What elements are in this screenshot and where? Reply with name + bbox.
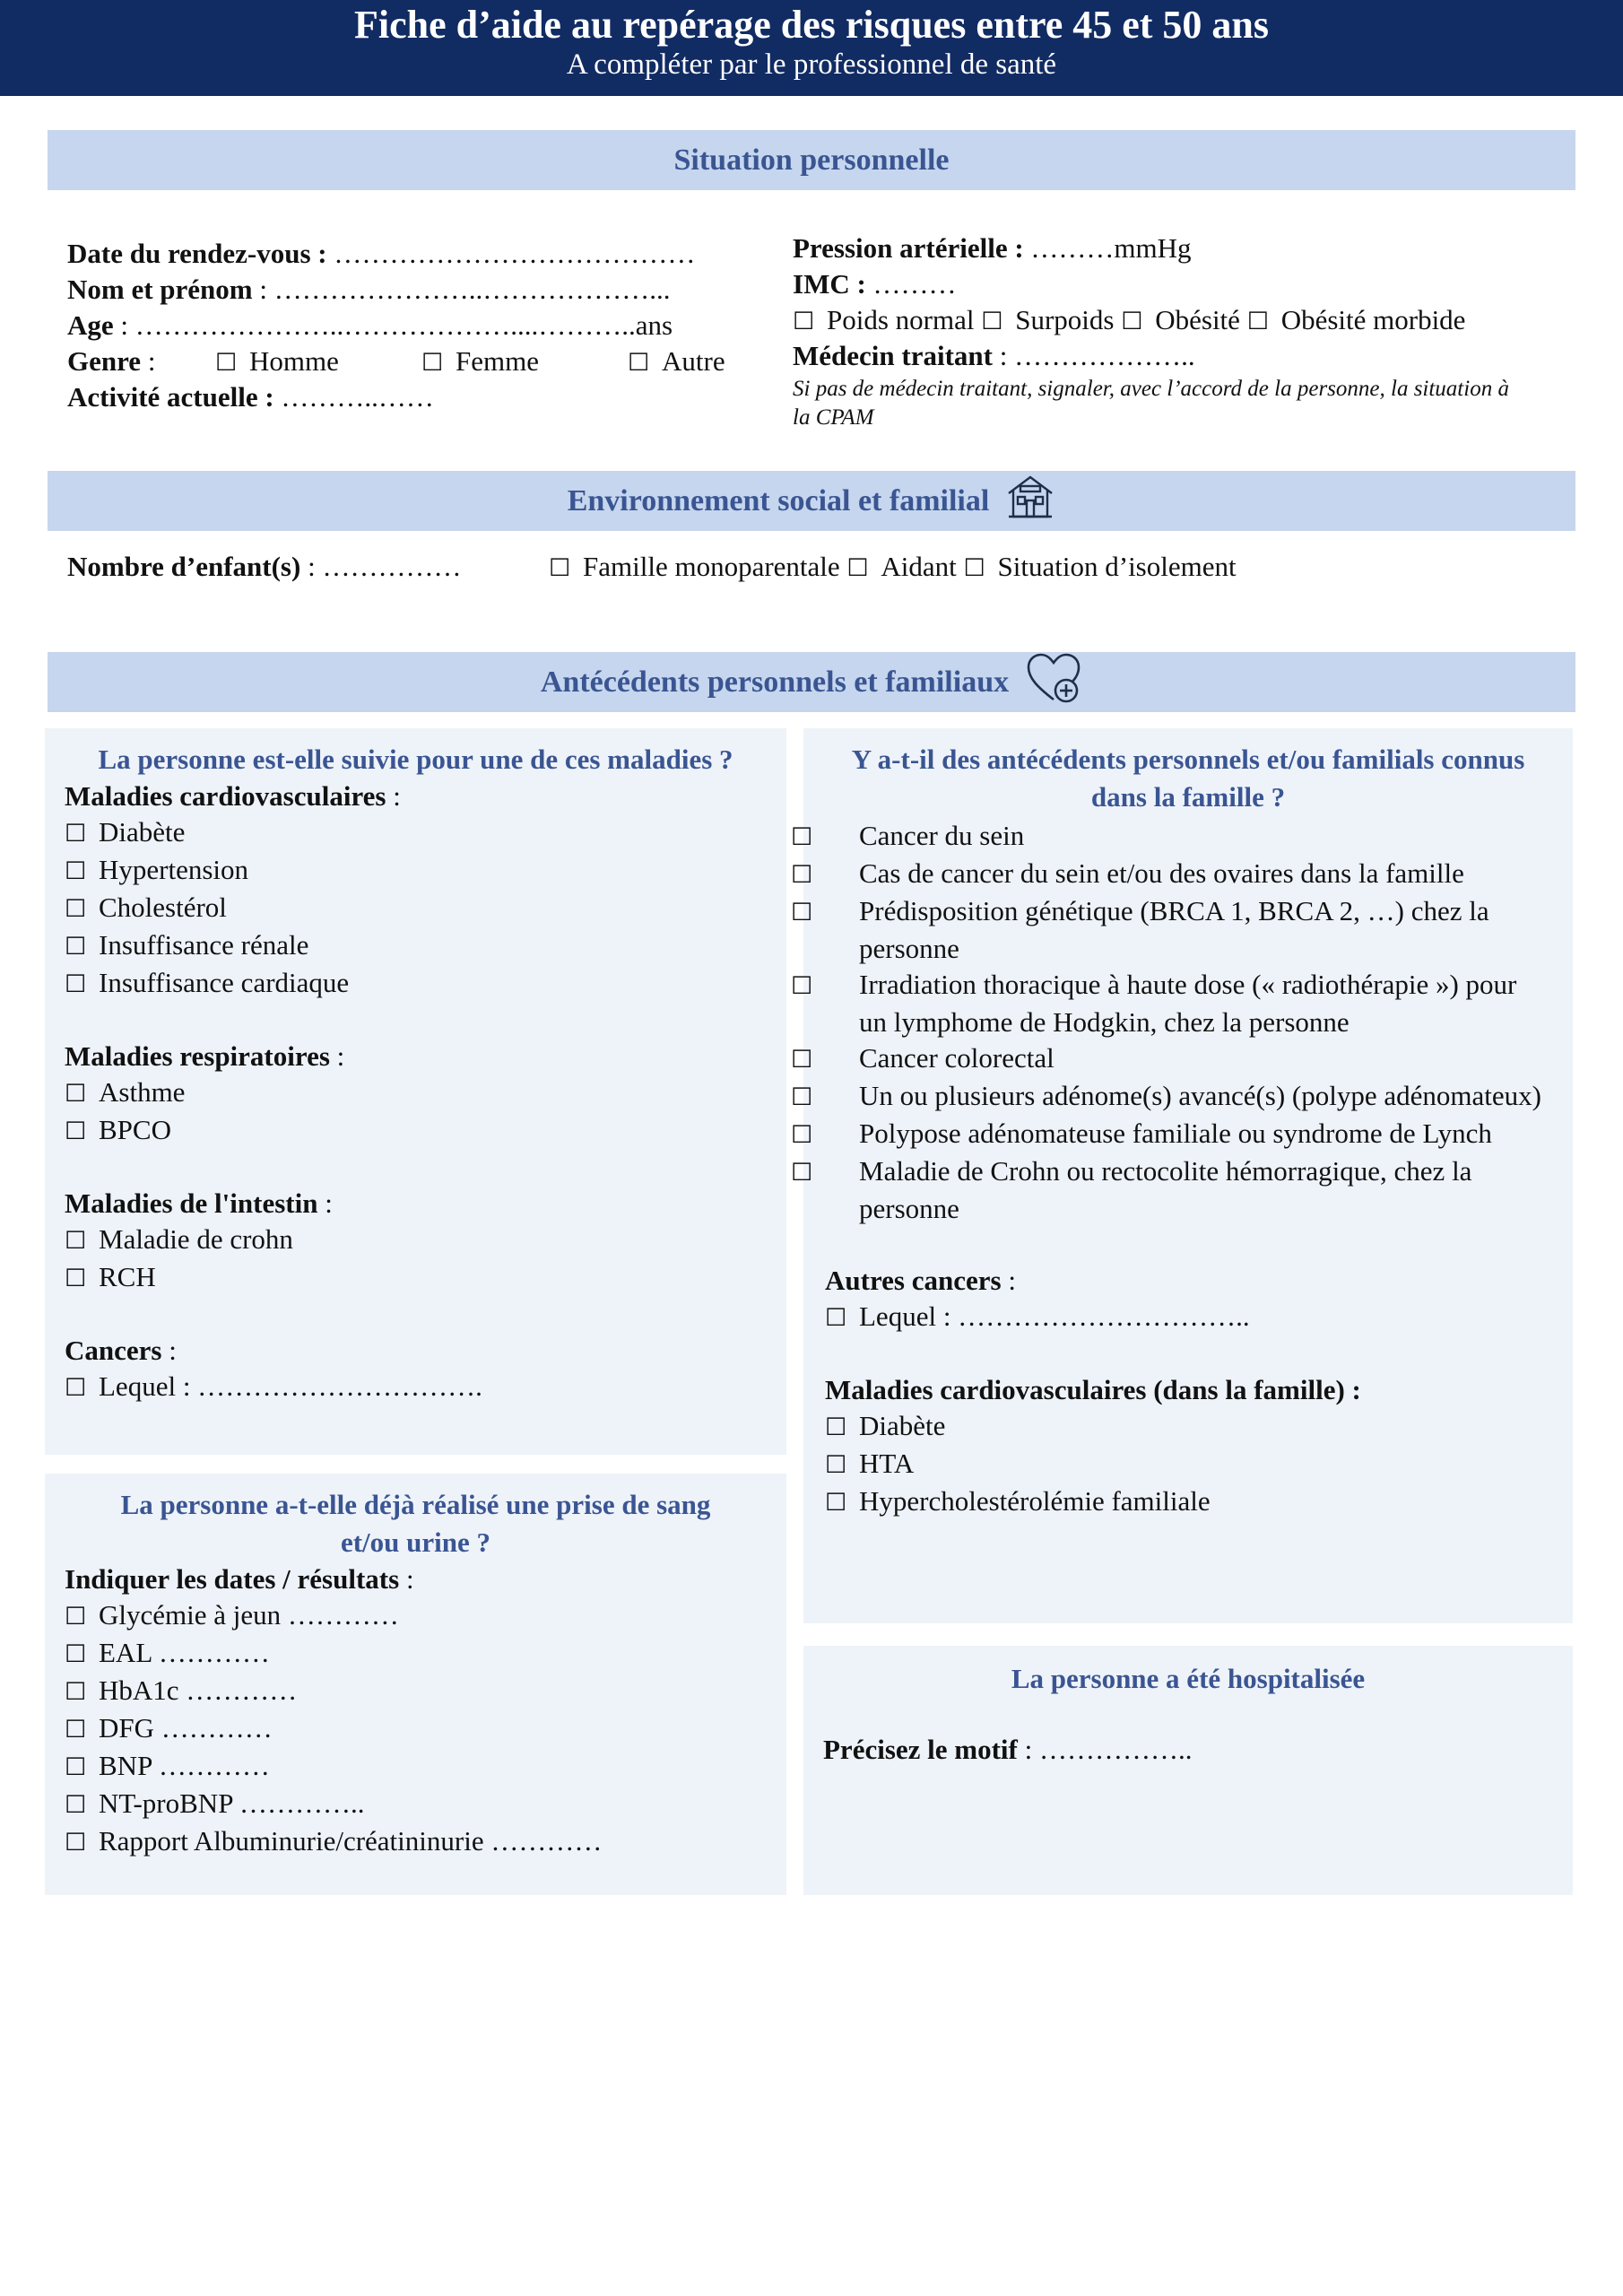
- imc-option-surpoids[interactable]: ☐ Surpoids: [981, 304, 1114, 335]
- list-item[interactable]: ☐ Lequel : …………………………..: [825, 1299, 1551, 1336]
- list-item[interactable]: ☐ Rapport Albuminurie/créatininurie …………: [65, 1823, 767, 1861]
- social-options: [549, 549, 1237, 587]
- field-label: Nom et prénom: [67, 274, 253, 305]
- panel-title: La personne est-elle suivie pour une de ces maladies ?: [98, 744, 733, 775]
- imc-option-obesite-morbide[interactable]: ☐ Obésité morbide: [1247, 304, 1466, 335]
- doctor-field[interactable]: [793, 338, 1195, 374]
- checkbox-icon[interactable]: ☐: [825, 1304, 847, 1332]
- checkbox-icon[interactable]: ☐: [791, 1046, 813, 1074]
- list-item[interactable]: ☐ Un ou plusieurs adénome(s) avancé(s) (polype adénomateux): [825, 1078, 1551, 1116]
- page-subtitle: A compléter par le professionnel de santé: [566, 48, 1057, 81]
- field-label: Genre: [67, 345, 142, 377]
- field-fill: : ………………..: [992, 340, 1195, 371]
- checkbox-icon[interactable]: ☐: [1121, 308, 1143, 335]
- house-icon: [1005, 472, 1055, 530]
- option-famille-monoparentale[interactable]: ☐ Famille monoparentale: [549, 551, 840, 582]
- list-item[interactable]: ☐ Polypose adénomateuse familiale ou syndrome de Lynch: [825, 1116, 1551, 1153]
- field-label: Age: [67, 309, 114, 341]
- list-item[interactable]: ☐ Maladie de Crohn ou rectocolite hémorragique, chez la personne: [791, 1155, 1472, 1224]
- checkbox-icon[interactable]: ☐: [65, 1753, 87, 1781]
- section-situation-personnelle: [48, 130, 1575, 190]
- heart-plus-icon: [1025, 651, 1082, 713]
- age-field[interactable]: [67, 308, 673, 344]
- field-colon: :: [141, 345, 156, 377]
- checkbox-icon[interactable]: ☐: [825, 1451, 847, 1479]
- section-title: Antécédents personnels et familiaux: [540, 665, 1010, 699]
- panel-title: La personne a-t-elle déjà réalisé une prise de sang et/ou urine ?: [120, 1489, 711, 1558]
- list-item[interactable]: ☐ BPCO: [65, 1112, 767, 1150]
- checkbox-icon[interactable]: ☐: [65, 820, 87, 848]
- name-field[interactable]: [67, 272, 671, 308]
- field-label: Médecin traitant: [793, 340, 993, 371]
- list-item[interactable]: ☐ HTA: [825, 1446, 1551, 1483]
- date-rdv-field[interactable]: [67, 236, 695, 272]
- checkbox-icon[interactable]: ☐: [65, 933, 87, 961]
- list-item[interactable]: ☐ Glycémie à jeun …………: [65, 1597, 767, 1635]
- list-item[interactable]: ☐ Cas de cancer du sein et/ou des ovaires dans la famille: [825, 856, 1551, 893]
- section-title: Situation personnelle: [673, 143, 950, 177]
- checkbox-icon[interactable]: ☐: [791, 823, 813, 851]
- list-item[interactable]: ☐ Diabète: [825, 1408, 1551, 1446]
- followed-list: [65, 778, 767, 1406]
- list-item[interactable]: ☐ Cancer colorectal: [825, 1040, 1551, 1078]
- panel-title: Y a-t-il des antécédents personnels et/ou familials connus dans la famille ?: [851, 744, 1525, 813]
- section-title: Environnement social et familial: [567, 483, 990, 517]
- group-label: Maladies cardiovasculaires :: [65, 780, 401, 812]
- checkbox-icon[interactable]: ☐: [65, 1227, 87, 1255]
- imc-options: [793, 302, 1465, 340]
- checkbox-icon[interactable]: ☐: [65, 857, 87, 885]
- list-item[interactable]: ☐ Diabète: [65, 814, 767, 852]
- list-item[interactable]: ☐ NT-proBNP …………..: [65, 1786, 767, 1823]
- checkbox-icon[interactable]: ☐: [65, 1603, 87, 1631]
- list-item[interactable]: ☐ Hypercholestérolémie familiale: [825, 1483, 1551, 1521]
- checkbox-icon[interactable]: ☐: [65, 895, 87, 923]
- imc-field[interactable]: [793, 266, 957, 302]
- checkbox-icon[interactable]: ☐: [1246, 308, 1269, 335]
- genre-option-autre[interactable]: ☐ Autre: [628, 344, 725, 381]
- children-field[interactable]: [67, 549, 461, 585]
- checkbox-icon[interactable]: ☐: [65, 1640, 87, 1668]
- field-fill: : ……………..: [1017, 1734, 1193, 1765]
- checkbox-icon[interactable]: ☐: [791, 861, 813, 889]
- panel-maladies-suivies: [45, 728, 786, 1455]
- checkbox-icon[interactable]: ☐: [791, 1159, 813, 1187]
- list-item[interactable]: ☐ Maladie de crohn: [65, 1222, 767, 1259]
- option-isolement[interactable]: ☐ Situation d’isolement: [964, 551, 1237, 582]
- checkbox-icon[interactable]: ☐: [549, 554, 571, 582]
- list-item[interactable]: ☐ DFG …………: [65, 1710, 767, 1748]
- group-label: Maladies respiratoires :: [65, 1040, 345, 1072]
- checkbox-icon[interactable]: ☐: [791, 1083, 813, 1111]
- checkbox-icon[interactable]: ☐: [825, 1489, 847, 1517]
- field-label: Précisez le motif: [823, 1734, 1018, 1765]
- panel-hospitalisation: [803, 1646, 1573, 1895]
- panel-title: La personne a été hospitalisée: [1011, 1663, 1366, 1694]
- list-item[interactable]: ☐ Irradiation thoracique à haute dose (« radiothérapie ») pour un lymphome de Hodgkin, chez la personne: [791, 969, 1517, 1038]
- checkbox-icon[interactable]: ☐: [628, 349, 650, 377]
- field-fill: : …………………..………………....………..ans: [113, 309, 673, 341]
- blood-list: [65, 1561, 767, 1861]
- field-fill: ………mmHg: [1023, 232, 1192, 264]
- panel-prise-de-sang: [45, 1474, 786, 1895]
- checkbox-icon[interactable]: ☐: [421, 349, 444, 377]
- checkbox-icon[interactable]: ☐: [791, 972, 813, 1000]
- genre-option-homme[interactable]: ☐ Homme: [215, 344, 339, 381]
- option-aidant[interactable]: ☐ Aidant: [846, 551, 956, 582]
- group-label: Autres cancers :: [825, 1265, 1016, 1296]
- list-item[interactable]: ☐ RCH: [65, 1259, 767, 1297]
- genre-field: [67, 344, 749, 379]
- imc-option-poids-normal[interactable]: ☐ Poids normal: [793, 304, 974, 335]
- list-item[interactable]: ☐ HbA1c …………: [65, 1673, 767, 1710]
- field-label: Nombre d’enfant(s): [67, 551, 301, 582]
- checkbox-icon[interactable]: ☐: [65, 1080, 87, 1108]
- field-fill: …………………………………: [326, 238, 696, 269]
- section-environnement-social: [48, 471, 1575, 531]
- checkbox-icon[interactable]: ☐: [791, 1121, 813, 1149]
- list-item[interactable]: ☐ Asthme: [65, 1074, 767, 1112]
- field-fill: ………..……: [273, 381, 434, 413]
- list-item[interactable]: ☐ Cancer du sein: [825, 818, 1551, 856]
- list-item[interactable]: ☐ Insuffisance cardiaque: [65, 965, 767, 1003]
- checkbox-icon[interactable]: ☐: [791, 899, 813, 926]
- page-title: Fiche d’aide au repérage des risques entre 45 et 50 ans: [353, 3, 1270, 47]
- checkbox-icon[interactable]: ☐: [65, 1791, 87, 1819]
- checkbox-icon[interactable]: ☐: [65, 1118, 87, 1145]
- checkbox-icon[interactable]: ☐: [846, 554, 869, 582]
- group-label: Indiquer les dates / résultats :: [65, 1563, 414, 1595]
- checkbox-icon[interactable]: ☐: [65, 1678, 87, 1706]
- list-item[interactable]: ☐ EAL …………: [65, 1635, 767, 1673]
- checkbox-icon[interactable]: ☐: [65, 1265, 87, 1292]
- field-fill: : …………………..………………...: [252, 274, 671, 305]
- activity-field[interactable]: [67, 379, 434, 415]
- checkbox-icon[interactable]: ☐: [215, 349, 238, 377]
- section-antecedents: [48, 652, 1575, 712]
- field-label: Pression artérielle :: [793, 232, 1024, 264]
- field-label: Activité actuelle :: [67, 381, 274, 413]
- group-label: Maladies de l'intestin :: [65, 1187, 333, 1219]
- list-item[interactable]: ☐ Insuffisance rénale: [65, 927, 767, 965]
- checkbox-icon[interactable]: ☐: [981, 308, 1003, 335]
- checkbox-icon[interactable]: ☐: [963, 554, 985, 582]
- list-item[interactable]: ☐ Prédisposition génétique (BRCA 1, BRCA 2, …) chez la personne: [791, 895, 1489, 964]
- family-list: [791, 818, 1551, 1521]
- checkbox-icon[interactable]: ☐: [65, 970, 87, 998]
- field-fill: ………: [865, 268, 957, 300]
- field-fill: : ……………: [300, 551, 462, 582]
- pressure-field[interactable]: [793, 230, 1192, 266]
- field-label: IMC :: [793, 268, 866, 300]
- list-item[interactable]: ☐ Lequel : ………………………….: [65, 1369, 767, 1406]
- group-label: Maladies cardiovasculaires (dans la famille) :: [825, 1374, 1361, 1405]
- list-item[interactable]: ☐ Hypertension: [65, 852, 767, 890]
- imc-option-obesite[interactable]: ☐ Obésité: [1121, 304, 1240, 335]
- checkbox-icon[interactable]: ☐: [65, 1829, 87, 1857]
- genre-option-femme[interactable]: ☐ Femme: [421, 344, 539, 381]
- checkbox-icon[interactable]: ☐: [65, 1716, 87, 1744]
- checkbox-icon[interactable]: ☐: [793, 308, 815, 335]
- list-item[interactable]: ☐ Cholestérol: [65, 890, 767, 927]
- panel-antecedents-familiaux: [791, 728, 1573, 1623]
- checkbox-icon[interactable]: ☐: [65, 1374, 87, 1402]
- page-header: [0, 0, 1623, 96]
- group-label: Cancers :: [65, 1335, 177, 1366]
- list-item[interactable]: ☐ BNP …………: [65, 1748, 767, 1786]
- checkbox-icon[interactable]: ☐: [825, 1413, 847, 1441]
- doctor-note: Si pas de médecin traitant, signaler, avec l’accord de la personne, la situation à la CPAM: [793, 377, 1509, 430]
- hospital-field[interactable]: [823, 1732, 1553, 1768]
- field-label: Date du rendez-vous :: [67, 238, 327, 269]
